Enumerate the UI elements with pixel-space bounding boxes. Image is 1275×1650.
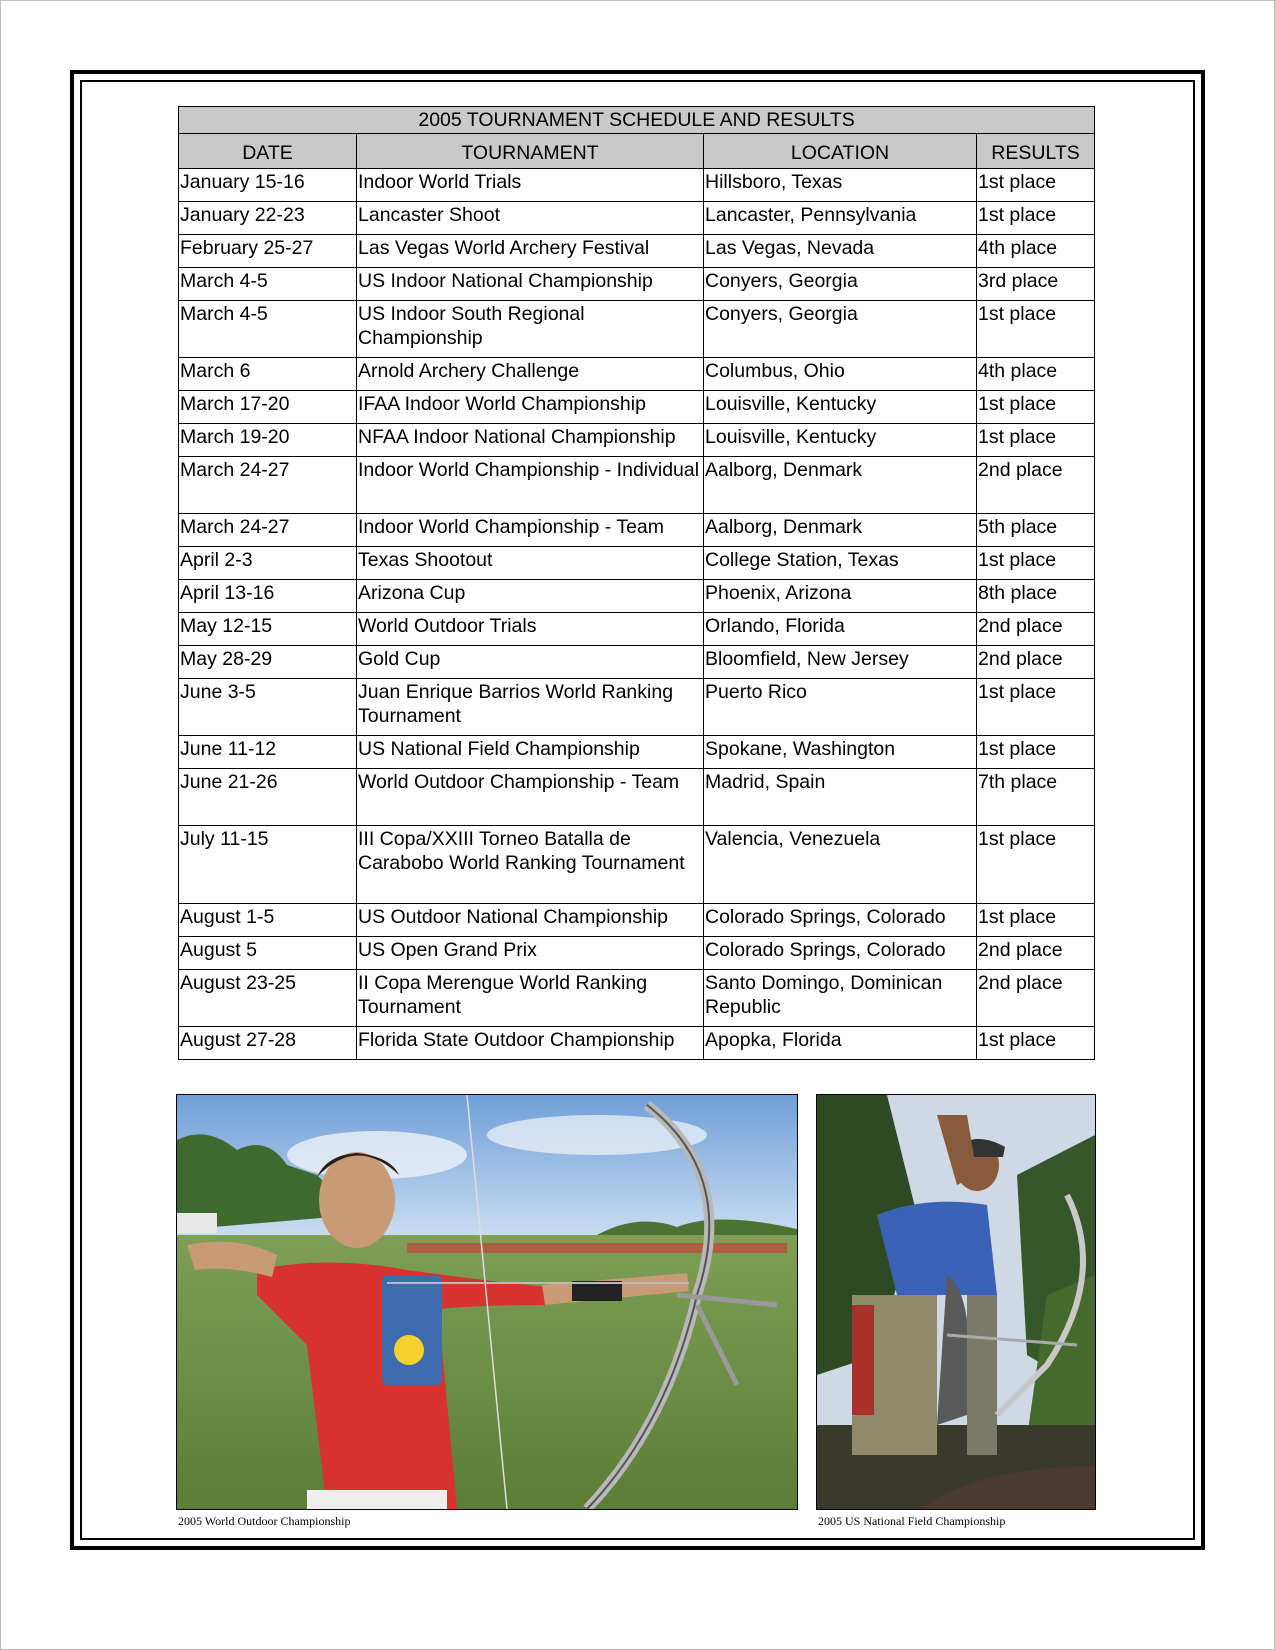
cell-date: February 25-27 [179,235,357,268]
cell-date: January 15-16 [179,169,357,202]
table-row [179,970,1095,1027]
table-row [179,769,1095,826]
table-row [179,679,1095,736]
cell-tournament: IFAA Indoor World Championship [357,391,704,424]
column-header-tournament: TOURNAMENT [357,134,704,169]
cell-date: June 11-12 [179,736,357,769]
column-header-date: DATE [179,134,357,169]
cell-tournament: US Outdoor National Championship [357,904,704,937]
cell-date: May 28-29 [179,646,357,679]
cell-tournament: US Indoor National Championship [357,268,704,301]
cell-date: March 4-5 [179,268,357,301]
cell-result: 1st place [977,826,1095,904]
cell-result: 2nd place [977,457,1095,514]
archer-outdoor-illustration [177,1095,797,1509]
cell-tournament: Lancaster Shoot [357,202,704,235]
cell-result: 4th place [977,358,1095,391]
cell-date: June 21-26 [179,769,357,826]
cell-result: 1st place [977,736,1095,769]
cell-result: 1st place [977,1027,1095,1060]
cell-location: Aalborg, Denmark [704,457,977,514]
cell-date: August 5 [179,937,357,970]
table-row [179,358,1095,391]
cell-result: 3rd place [977,268,1095,301]
cell-date: January 22-23 [179,202,357,235]
cell-date: June 3-5 [179,679,357,736]
cell-location: Colorado Springs, Colorado [704,937,977,970]
table-title: 2005 TOURNAMENT SCHEDULE AND RESULTS [179,107,1095,134]
cell-result: 1st place [977,904,1095,937]
cell-location: College Station, Texas [704,547,977,580]
cell-date: August 27-28 [179,1027,357,1060]
cell-date: March 17-20 [179,391,357,424]
cell-location: Conyers, Georgia [704,301,977,358]
cell-result: 1st place [977,547,1095,580]
cell-date: April 2-3 [179,547,357,580]
cell-result: 2nd place [977,937,1095,970]
table-row [179,904,1095,937]
cell-date: August 1-5 [179,904,357,937]
cell-result: 1st place [977,202,1095,235]
cell-date: April 13-16 [179,580,357,613]
cell-location: Columbus, Ohio [704,358,977,391]
cell-tournament: Indoor World Championship - Individual [357,457,704,514]
cell-date: March 4-5 [179,301,357,358]
cell-location: Lancaster, Pennsylvania [704,202,977,235]
table-row [179,547,1095,580]
archer-field-illustration [817,1095,1095,1509]
cell-tournament: II Copa Merengue World Ranking Tournament [357,970,704,1027]
cell-result: 4th place [977,235,1095,268]
column-header-location: LOCATION [704,134,977,169]
tournament-schedule-table [178,106,1095,1060]
table-row [179,457,1095,514]
cell-date: May 12-15 [179,613,357,646]
table-row [179,826,1095,904]
cell-location: Colorado Springs, Colorado [704,904,977,937]
photo-world-outdoor-championship [176,1094,798,1510]
cell-date: July 11-15 [179,826,357,904]
cell-date: March 6 [179,358,357,391]
table-row [179,169,1095,202]
table-row [179,646,1095,679]
cell-tournament: US National Field Championship [357,736,704,769]
cell-result: 1st place [977,679,1095,736]
cell-location: Santo Domingo, Dominican Republic [704,970,977,1027]
cell-tournament: Indoor World Trials [357,169,704,202]
table-row [179,580,1095,613]
cell-location: Bloomfield, New Jersey [704,646,977,679]
photo-caption-left: 2005 World Outdoor Championship [178,1514,351,1528]
column-header-results: RESULTS [977,134,1095,169]
cell-tournament: Texas Shootout [357,547,704,580]
cell-location: Spokane, Washington [704,736,977,769]
table-row [179,202,1095,235]
cell-location: Valencia, Venezuela [704,826,977,904]
cell-location: Orlando, Florida [704,613,977,646]
cell-location: Louisville, Kentucky [704,391,977,424]
cell-location: Louisville, Kentucky [704,424,977,457]
cell-result: 1st place [977,424,1095,457]
cell-location: Apopka, Florida [704,1027,977,1060]
cell-date: March 24-27 [179,457,357,514]
table-row [179,937,1095,970]
table-row [179,736,1095,769]
cell-location: Aalborg, Denmark [704,514,977,547]
cell-tournament: Indoor World Championship - Team [357,514,704,547]
cell-tournament: Arizona Cup [357,580,704,613]
cell-tournament: Gold Cup [357,646,704,679]
cell-result: 1st place [977,169,1095,202]
cell-result: 8th place [977,580,1095,613]
cell-result: 7th place [977,769,1095,826]
cell-location: Puerto Rico [704,679,977,736]
table-row [179,514,1095,547]
cell-location: Hillsboro, Texas [704,169,977,202]
cell-result: 2nd place [977,970,1095,1027]
cell-tournament: World Outdoor Championship - Team [357,769,704,826]
cell-result: 2nd place [977,613,1095,646]
table-row [179,613,1095,646]
cell-tournament: Arnold Archery Challenge [357,358,704,391]
cell-tournament: Florida State Outdoor Championship [357,1027,704,1060]
cell-tournament: World Outdoor Trials [357,613,704,646]
cell-location: Madrid, Spain [704,769,977,826]
photo-caption-right: 2005 US National Field Championship [818,1514,1006,1528]
table-row [179,301,1095,358]
cell-location: Las Vegas, Nevada [704,235,977,268]
cell-location: Conyers, Georgia [704,268,977,301]
cell-tournament: US Indoor South Regional Championship [357,301,704,358]
cell-tournament: NFAA Indoor National Championship [357,424,704,457]
photo-us-national-field-championship [816,1094,1096,1510]
cell-result: 2nd place [977,646,1095,679]
cell-date: August 23-25 [179,970,357,1027]
table-row [179,235,1095,268]
cell-date: March 19-20 [179,424,357,457]
cell-result: 1st place [977,301,1095,358]
table-row [179,268,1095,301]
cell-tournament: Las Vegas World Archery Festival [357,235,704,268]
table-row [179,424,1095,457]
cell-result: 1st place [977,391,1095,424]
table-row [179,1027,1095,1060]
cell-location: Phoenix, Arizona [704,580,977,613]
cell-result: 5th place [977,514,1095,547]
cell-tournament: III Copa/XXIII Torneo Batalla de Carabobo World Ranking Tournament [357,826,704,904]
cell-tournament: Juan Enrique Barrios World Ranking Tournament [357,679,704,736]
cell-date: March 24-27 [179,514,357,547]
table-row [179,391,1095,424]
cell-tournament: US Open Grand Prix [357,937,704,970]
